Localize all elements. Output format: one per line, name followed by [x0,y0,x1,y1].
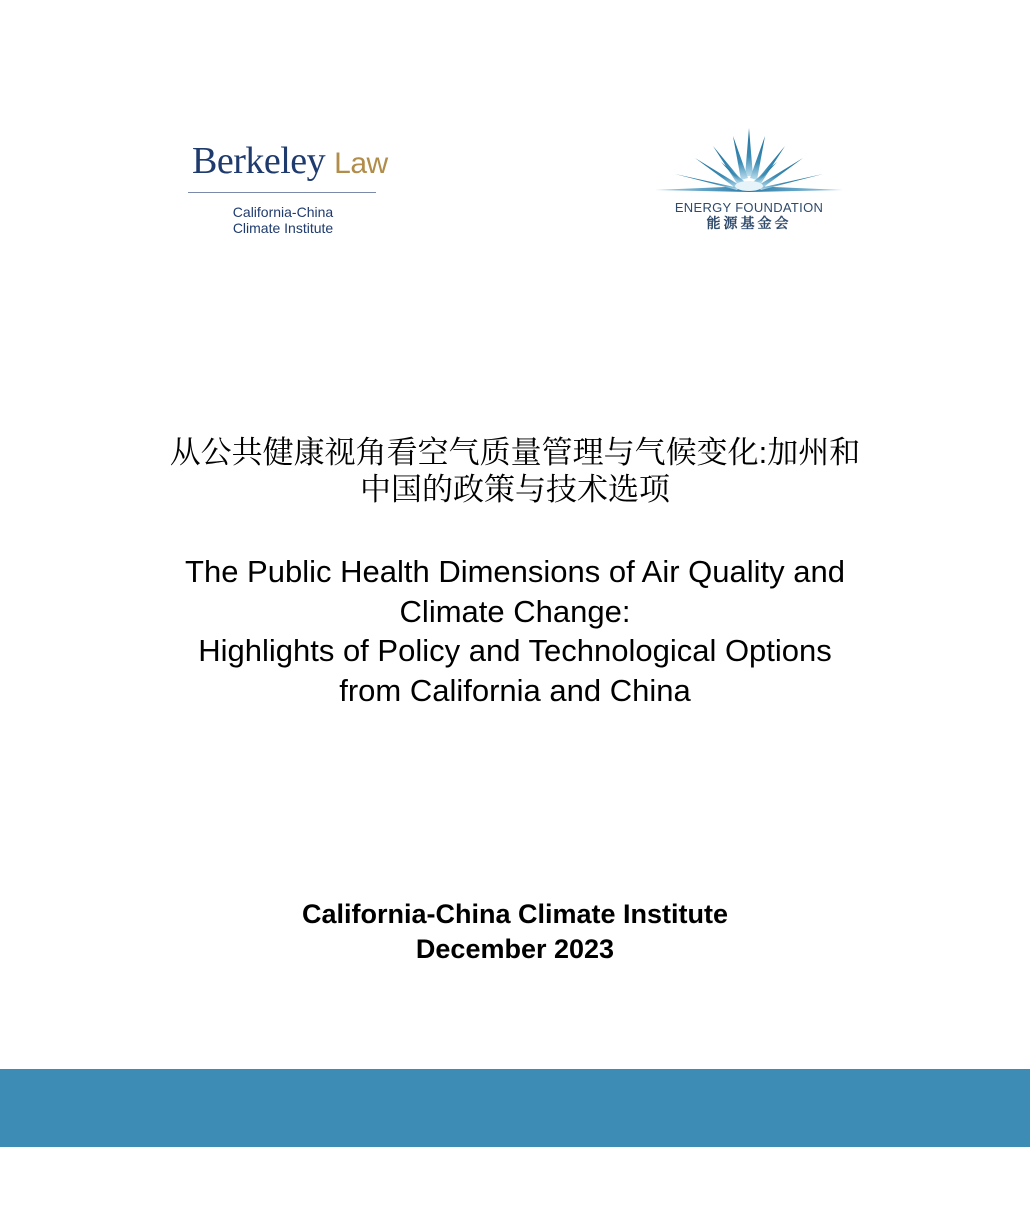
law-word: Law [334,147,388,180]
report-title-en-line2: Climate Change: [399,593,631,629]
berkeley-word: Berkeley [192,140,326,182]
institute-name-line1: California-China [232,204,334,220]
byline-organization: California-China Climate Institute [301,899,729,929]
energy-foundation-logo [655,128,843,232]
institute-name-line2: Climate Institute [232,220,334,236]
report-title-zh-line2: 中国的政策与技术选项 [360,472,670,507]
report-title-en-line3: Highlights of Policy and Technological Options [198,633,832,668]
byline-date: December 2023 [415,934,615,964]
logo-divider [188,192,376,193]
report-title-en-line1: The Public Health Dimensions of Air Quality and [185,554,845,589]
institute-name [188,204,378,236]
starburst-icon [655,128,843,194]
energy-foundation-name-zh: 能源基金会 [706,215,792,231]
berkeley-law-wordmark [188,138,388,187]
footer-color-band [0,1069,1030,1147]
report-title-zh-line1: 从公共健康视角看空气质量管理与气候变化:加州和 [169,435,861,470]
berkeley-law-logo [188,138,388,236]
report-title-en-line4: from California and China [339,672,691,708]
energy-foundation-name-en: ENERGY FOUNDATION [674,200,824,215]
report-title-en [0,552,1030,710]
report-title-zh [0,434,1030,508]
byline [0,897,1030,967]
